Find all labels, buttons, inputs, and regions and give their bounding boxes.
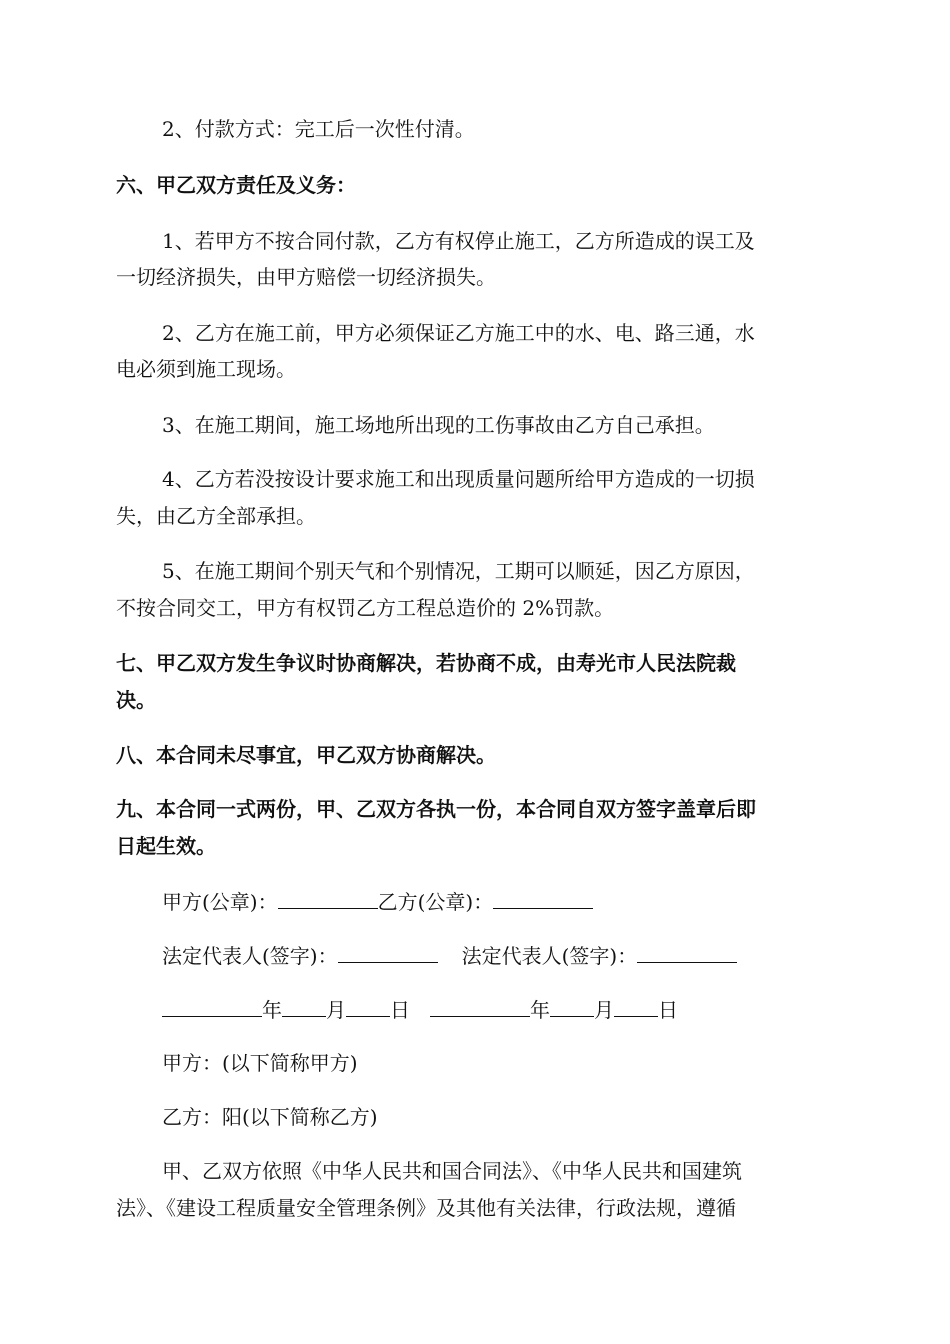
- section-8: 八、本合同未尽事宜，甲乙双方协商解决。: [116, 743, 496, 767]
- clause-6-4-line-2: 失，由乙方全部承担。: [116, 504, 316, 528]
- section-7-line-1: 七、甲乙双方发生争议时协商解决，若协商不成，由寿光市人民法院裁: [116, 651, 736, 675]
- party-b-day-blank: [614, 996, 658, 1017]
- section-7-line-2: 决。: [116, 688, 156, 712]
- party-b-day-label: 日: [658, 998, 678, 1022]
- party-b-rep-blank: [637, 942, 737, 963]
- party-b-seal-label: 乙方(公章)：: [377, 890, 494, 914]
- section-6-heading: 六、甲乙双方责任及义务：: [116, 173, 356, 197]
- party-a-day-label: 日: [390, 998, 410, 1022]
- party-b-year-label: 年: [530, 998, 550, 1022]
- clause-6-2-line-2: 电必须到施工现场。: [116, 357, 296, 381]
- party-a-rep-label: 法定代表人(签字)：: [162, 944, 338, 968]
- seal-row: [162, 888, 593, 915]
- clause-6-5-line-2: 不按合同交工，甲方有权罚乙方工程总造价的 2%罚款。: [116, 596, 615, 620]
- party-b-line: 乙方：阳(以下简称乙方): [162, 1105, 378, 1129]
- section-9-line-2: 日起生效。: [116, 834, 216, 858]
- rep-row: [162, 942, 737, 969]
- clause-6-4-line-1: 4、乙方若没按设计要求施工和出现质量问题所给甲方造成的一切损: [162, 467, 755, 491]
- party-b-year-blank: [430, 996, 530, 1017]
- party-a-rep-blank: [338, 942, 438, 963]
- party-a-month-label: 月: [326, 998, 346, 1022]
- party-b-seal-blank: [493, 888, 593, 909]
- section-9-line-1: 九、本合同一式两份，甲、乙双方各执一份，本合同自双方签字盖章后即: [116, 797, 756, 821]
- party-a-seal-label: 甲方(公章)：: [162, 890, 278, 914]
- clause-6-5-line-1: 5、在施工期间个别天气和个别情况，工期可以顺延，因乙方原因，: [162, 559, 755, 583]
- clause-6-1-line-2: 一切经济损失，由甲方赔偿一切经济损失。: [116, 265, 496, 289]
- party-a-year-label: 年: [262, 998, 282, 1022]
- payment-method: 2、付款方式：完工后一次性付清。: [162, 117, 475, 141]
- party-b-month-label: 月: [594, 998, 614, 1022]
- date-row: [162, 996, 678, 1023]
- party-b-month-blank: [550, 996, 594, 1017]
- party-a-line: 甲方：(以下简称甲方): [162, 1051, 358, 1075]
- party-a-month-blank: [282, 996, 326, 1017]
- clause-6-2-line-1: 2、乙方在施工前，甲方必须保证乙方施工中的水、电、路三通，水: [162, 321, 755, 345]
- basis-line-2: 法》、《建设工程质量安全管理条例》及其他有关法律，行政法规，遵循: [116, 1196, 736, 1220]
- party-b-rep-label: 法定代表人(签字)：: [461, 944, 638, 968]
- party-a-seal-blank: [278, 888, 378, 909]
- clause-6-3: 3、在施工期间，施工场地所出现的工伤事故由乙方自己承担。: [162, 413, 715, 437]
- basis-line-1: 甲、乙双方依照《中华人民共和国合同法》、《中华人民共和国建筑: [162, 1159, 742, 1183]
- party-a-day-blank: [346, 996, 390, 1017]
- party-a-year-blank: [162, 996, 262, 1017]
- clause-6-1-line-1: 1、若甲方不按合同付款，乙方有权停止施工，乙方所造成的误工及: [162, 229, 755, 253]
